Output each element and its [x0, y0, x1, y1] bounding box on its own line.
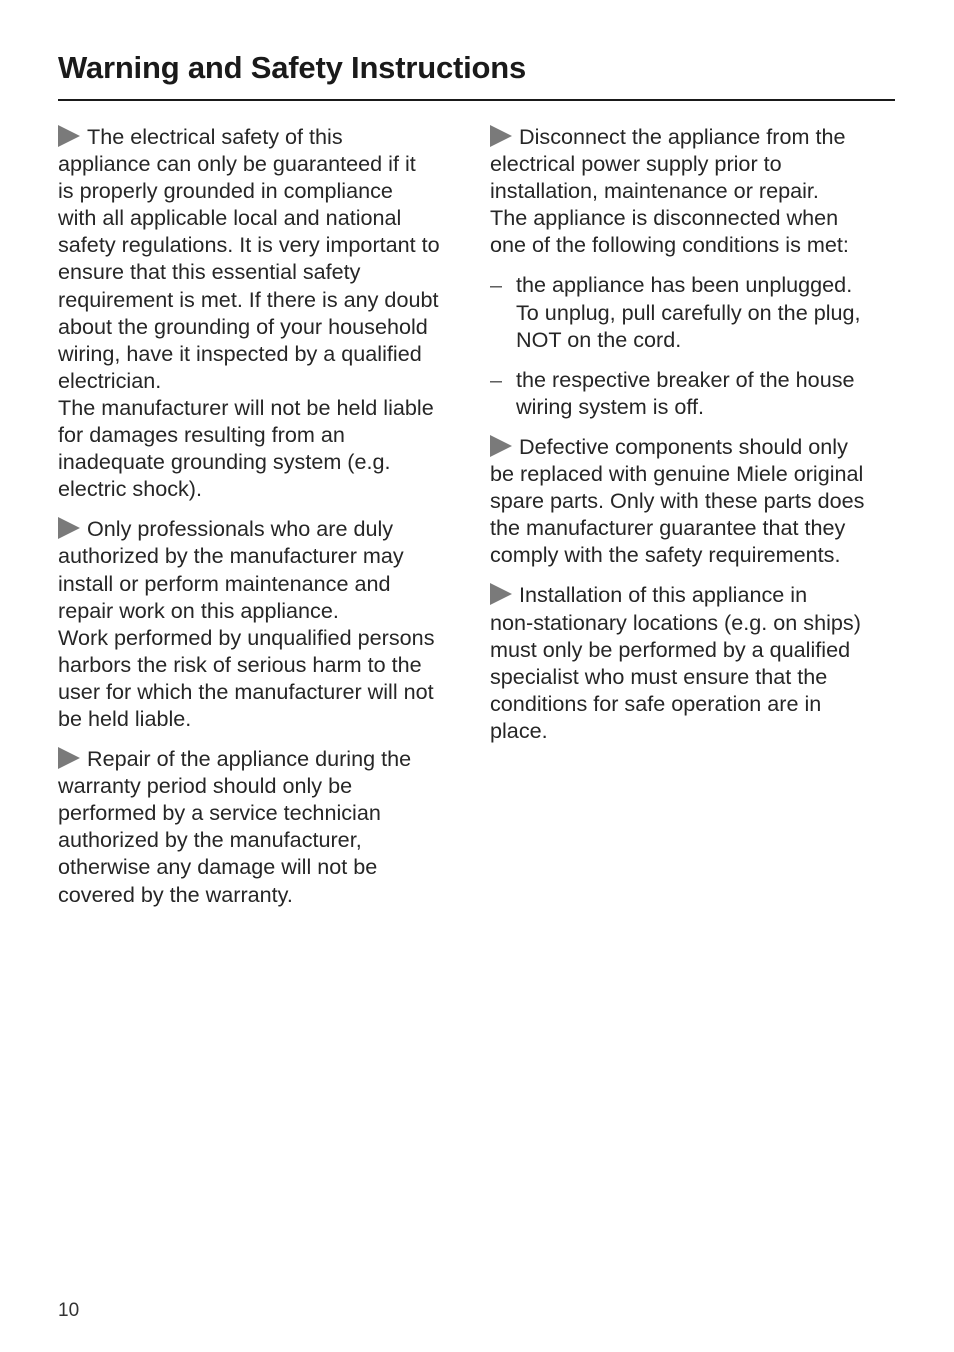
text-line	[490, 123, 896, 150]
text-line: The appliance is disconnected when	[490, 205, 839, 231]
text-line: safety regulations. It is very important to	[58, 232, 440, 258]
text-line: Work performed by unqualified persons	[58, 624, 435, 650]
text-line: the appliance has been unplugged.	[516, 272, 853, 298]
text-line: spare parts. Only with these parts does	[490, 488, 865, 514]
text-line: is properly grounded in compliance	[58, 178, 393, 204]
triangle-right-icon	[58, 747, 80, 769]
text-line: user for which the manufacturer will not	[58, 678, 434, 704]
text-line: installation, maintenance or repair.	[490, 178, 819, 204]
text-line: be held liable.	[58, 705, 192, 731]
text-line: repair work on this appliance.	[58, 597, 339, 623]
paragraph-authorized-professionals	[58, 515, 468, 732]
text-line: ensure that this essential safety	[58, 259, 361, 285]
triangle-right-icon	[490, 125, 512, 147]
triangle-right-icon	[490, 583, 512, 605]
text-line: warranty period should only be	[58, 773, 353, 799]
text-line: about the grounding of your household	[58, 313, 428, 339]
text-line: the manufacturer guarantee that they	[490, 515, 846, 541]
text-line	[58, 123, 468, 150]
text-line: performed by a service technician	[58, 800, 381, 826]
page-number: 10	[58, 1300, 80, 1321]
text-line: To unplug, pull carefully on the plug,	[516, 299, 861, 325]
text-line: appliance can only be guaranteed if it	[58, 151, 416, 177]
text-line: electrician.	[58, 367, 162, 393]
text-line: wiring, have it inspected by a qualified	[58, 340, 422, 366]
dash-marker: –	[490, 366, 503, 392]
text-line: requirement is met. If there is any doubt	[58, 286, 439, 312]
list-item-unplugged	[490, 271, 896, 352]
list-item-breaker-off	[490, 366, 896, 420]
text-line	[58, 515, 468, 542]
text-line: be replaced with genuine Miele original	[490, 461, 864, 487]
text-line: must only be performed by a qualified	[490, 636, 851, 662]
text-line: one of the following conditions is met:	[490, 232, 849, 258]
text-span: The electrical safety of this	[87, 124, 343, 149]
text-line: harbors the risk of serious harm to the	[58, 651, 422, 677]
page-title: Warning and Safety Instructions	[58, 50, 527, 85]
text-line: with all applicable local and national	[58, 205, 402, 231]
text-line: non-stationary locations (e.g. on ships)	[490, 609, 861, 635]
text-span: Defective components should only	[519, 433, 848, 459]
text-span: Repair of the appliance during the	[87, 746, 412, 772]
triangle-right-icon	[58, 517, 80, 539]
text-line: place.	[490, 717, 548, 743]
paragraph-warranty-repair	[58, 745, 468, 908]
title-divider	[58, 99, 895, 101]
text-span: Disconnect the appliance from the	[519, 124, 846, 149]
text-line: covered by the warranty.	[58, 881, 293, 907]
text-line	[490, 581, 896, 608]
text-line: install or perform maintenance and	[58, 570, 391, 596]
text-line: inadequate grounding system (e.g.	[58, 449, 391, 475]
text-line: electric shock).	[58, 476, 202, 502]
paragraph-original-spare-parts	[490, 433, 896, 568]
text-line	[490, 433, 896, 460]
left-column	[58, 123, 468, 921]
text-line: NOT on the cord.	[516, 326, 682, 352]
text-line: authorized by the manufacturer may	[58, 543, 404, 569]
triangle-right-icon	[58, 125, 80, 147]
text-span: Installation of this appliance in	[519, 582, 808, 608]
right-column	[490, 123, 896, 757]
text-line: comply with the safety requirements.	[490, 542, 841, 568]
triangle-right-icon	[490, 435, 512, 457]
text-line: wiring system is off.	[516, 393, 704, 419]
paragraph-disconnect-power	[490, 123, 896, 258]
text-line: authorized by the manufacturer,	[58, 827, 362, 853]
text-line: the respective breaker of the house	[516, 366, 855, 392]
text-line: electrical power supply prior to	[490, 151, 782, 177]
text-line: otherwise any damage will not be	[58, 854, 378, 880]
dash-marker: –	[490, 272, 503, 298]
text-span: Only professionals who are duly	[87, 516, 394, 542]
text-line: specialist who must ensure that the	[490, 663, 828, 689]
paragraph-electrical-grounding	[58, 123, 468, 502]
text-line: conditions for safe operation are in	[490, 690, 822, 716]
text-line: for damages resulting from an	[58, 422, 345, 448]
text-line: The manufacturer will not be held liable	[58, 394, 434, 420]
text-line	[58, 745, 468, 772]
paragraph-non-stationary-installation	[490, 581, 896, 744]
